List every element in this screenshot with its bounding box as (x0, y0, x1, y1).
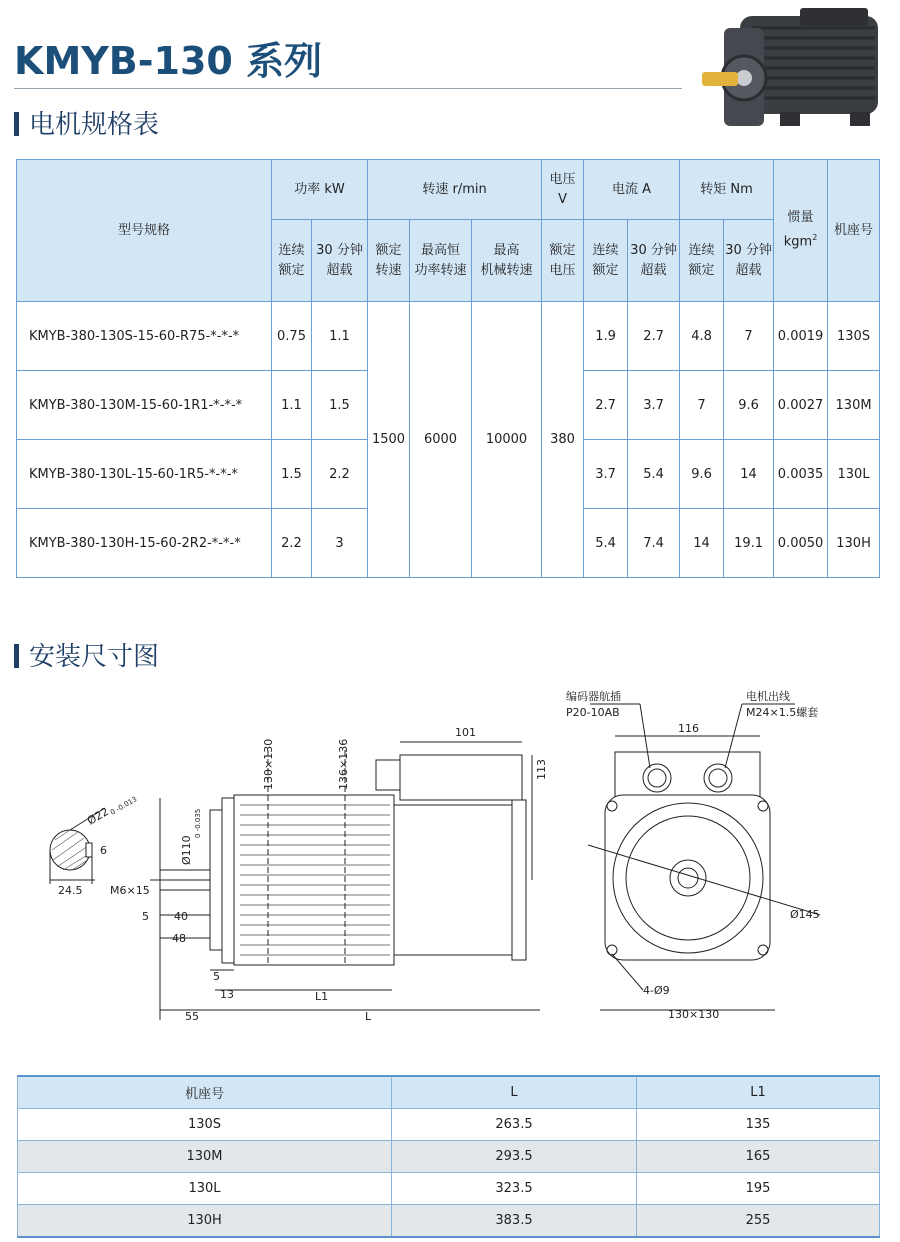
dimension-section-heading (14, 636, 159, 673)
cell-i-cont: 5.4 (584, 509, 628, 578)
header-model: 型号规格 (17, 160, 272, 302)
hdr-text: 最高恒 (421, 242, 461, 258)
header-L: L (392, 1076, 637, 1109)
dim-6: 6 (100, 844, 107, 857)
cell-p-30: 1.1 (312, 302, 368, 371)
dim-101: 101 (455, 726, 476, 739)
page-title: KMYB-130 系列 (14, 39, 323, 83)
cell-i-30: 7.4 (628, 509, 680, 578)
title-divider (14, 88, 682, 89)
cell-t-30: 14 (724, 440, 774, 509)
hdr-text: 超载 (640, 262, 667, 278)
cell-frame: 130L (828, 440, 880, 509)
hdr-text: 机械转速 (480, 262, 533, 278)
dim-110-tolerance: 0 -0.035 (194, 808, 202, 838)
header-frame: 机座号 (18, 1076, 392, 1109)
header-L1: L1 (637, 1076, 880, 1109)
table-row (18, 1141, 880, 1173)
cell-t-30: 9.6 (724, 371, 774, 440)
cell-t-cont: 9.6 (680, 440, 724, 509)
hdr-text: 连续 (278, 242, 305, 258)
cell-t-30: 19.1 (724, 509, 774, 578)
dim-22-tolerance: 0 -0.013 (109, 795, 139, 817)
installation-drawing (0, 680, 900, 1040)
cell-frame: 130M (828, 371, 880, 440)
cell-p-cont: 0.75 (272, 302, 312, 371)
cell-t-cont: 7 (680, 371, 724, 440)
cell-i-30: 3.7 (628, 371, 680, 440)
dim-48: 48 (172, 932, 186, 945)
cell-const-power-speed: 6000 (410, 302, 472, 578)
hdr-text: 30 分钟 (316, 242, 363, 258)
cell-i-cont: 3.7 (584, 440, 628, 509)
cell-frame: 130S (18, 1109, 392, 1141)
header-speed: 转速 r/min (368, 160, 542, 220)
motor-product-image (700, 8, 885, 138)
cell-frame: 130S (828, 302, 880, 371)
hdr-text: 额定 (549, 242, 576, 258)
dim-m6: M6×15 (110, 884, 150, 897)
cell-L: 323.5 (392, 1173, 637, 1205)
table-row (17, 302, 880, 371)
spec-table (16, 159, 880, 578)
cell-inertia: 0.0027 (774, 371, 828, 440)
header-tq-cont (680, 220, 724, 302)
cell-L1: 195 (637, 1173, 880, 1205)
cell-p-30: 3 (312, 509, 368, 578)
motor-outlet-label: 电机出线 (746, 690, 790, 703)
dim-40: 40 (174, 910, 188, 923)
cell-frame: 130M (18, 1141, 392, 1173)
hdr-text: 最高 (493, 242, 520, 258)
header-power-cont (272, 220, 312, 302)
cell-p-cont: 1.1 (272, 371, 312, 440)
header-voltage-unit: V (558, 191, 567, 207)
cell-L1: 255 (637, 1205, 880, 1238)
heading-bar (14, 112, 19, 136)
header-volt-rated (542, 220, 584, 302)
dim-116: 116 (678, 722, 699, 735)
cell-t-30: 7 (724, 302, 774, 371)
header-inertia-unit: kgm (783, 234, 813, 250)
dims-header-row (18, 1076, 880, 1109)
hdr-text: 超载 (326, 262, 353, 278)
header-cur-cont (584, 220, 628, 302)
hdr-text: 30 分钟 (725, 242, 772, 258)
cell-i-cont: 1.9 (584, 302, 628, 371)
cell-p-cont: 1.5 (272, 440, 312, 509)
cell-frame: 130H (18, 1205, 392, 1238)
cell-inertia: 0.0019 (774, 302, 828, 371)
spec-section-title: 电机规格表 (29, 110, 160, 140)
dim-L: L (365, 1010, 372, 1023)
dim-55: 55 (185, 1010, 199, 1023)
cell-rated-speed: 1500 (368, 302, 410, 578)
cell-frame: 130L (18, 1173, 392, 1205)
hdr-text: 连续 (592, 242, 619, 258)
dim-4-9: 4-Ø9 (643, 984, 670, 997)
header-torque: 转矩 Nm (680, 160, 774, 220)
dim-130x130-vertical: 130×130 (262, 738, 275, 790)
hdr-text: 连续 (688, 242, 715, 258)
hdr-text: 30 分钟 (630, 242, 677, 258)
table-row (18, 1205, 880, 1238)
header-speed-rated (368, 220, 410, 302)
encoder-connector-model: P20-10AB (566, 706, 620, 719)
cell-p-30: 2.2 (312, 440, 368, 509)
dimension-section-title: 安装尺寸图 (29, 642, 160, 672)
hdr-text: 额定 (688, 262, 715, 278)
heading-bar (14, 644, 19, 668)
hdr-text: 电压 (549, 262, 576, 278)
header-power-30 (312, 220, 368, 302)
dim-110: Ø110 (180, 835, 193, 865)
hdr-text: 额定 (592, 262, 619, 278)
dimensions-table (17, 1075, 880, 1238)
spec-header-row-1 (17, 160, 880, 220)
cell-t-cont: 4.8 (680, 302, 724, 371)
table-row (18, 1173, 880, 1205)
header-frame: 机座号 (828, 160, 880, 302)
cell-i-cont: 2.7 (584, 371, 628, 440)
dim-24-5: 24.5 (58, 884, 83, 897)
dim-L1: L1 (315, 990, 329, 1003)
front-view (588, 704, 820, 1010)
motor-outlet-model: M24×1.5螺套 (746, 706, 819, 719)
dim-113: 113 (535, 759, 548, 780)
header-cur-30 (628, 220, 680, 302)
dim-22: Ø22 (85, 805, 112, 828)
encoder-connector-label: 编码器航插 (566, 690, 621, 703)
cell-model: KMYB-380-130H-15-60-2R2-*-*-* (17, 509, 272, 578)
dim-5b: 5 (213, 970, 220, 983)
dim-130x130-horizontal: 130×130 (668, 1008, 720, 1021)
cell-L: 293.5 (392, 1141, 637, 1173)
header-tq-30 (724, 220, 774, 302)
cell-i-30: 2.7 (628, 302, 680, 371)
hdr-text: 额定 (375, 242, 402, 258)
cell-t-cont: 14 (680, 509, 724, 578)
cell-voltage: 380 (542, 302, 584, 578)
cell-i-30: 5.4 (628, 440, 680, 509)
cell-model: KMYB-380-130S-15-60-R75-*-*-* (17, 302, 272, 371)
hdr-text: 转速 (375, 262, 402, 278)
cell-max-speed: 10000 (472, 302, 542, 578)
header-speed-const (410, 220, 472, 302)
cell-frame: 130H (828, 509, 880, 578)
header-voltage (542, 160, 584, 220)
cell-p-cont: 2.2 (272, 509, 312, 578)
hdr-text: 功率转速 (414, 262, 467, 278)
header-current: 电流 A (584, 160, 680, 220)
cell-L: 383.5 (392, 1205, 637, 1238)
header-power: 功率 kW (272, 160, 368, 220)
cell-model: KMYB-380-130L-15-60-1R5-*-*-* (17, 440, 272, 509)
cell-inertia: 0.0050 (774, 509, 828, 578)
cell-L: 263.5 (392, 1109, 637, 1141)
header-inertia-text: 惯量 (787, 210, 814, 226)
dim-145: Ø145 (790, 908, 820, 921)
cell-model: KMYB-380-130M-15-60-1R1-*-*-* (17, 371, 272, 440)
cell-L1: 135 (637, 1109, 880, 1141)
table-row (18, 1109, 880, 1141)
cell-p-30: 1.5 (312, 371, 368, 440)
header-inertia-exp: 2 (812, 233, 818, 243)
header-inertia (774, 160, 828, 302)
dim-13: 13 (220, 988, 234, 1001)
cell-inertia: 0.0035 (774, 440, 828, 509)
hdr-text: 超载 (735, 262, 762, 278)
header-voltage-text: 电压 (549, 171, 576, 187)
cell-L1: 165 (637, 1141, 880, 1173)
header-speed-max (472, 220, 542, 302)
dim-136x136: 136×136 (337, 738, 350, 790)
spec-section-heading (14, 104, 159, 141)
dim-5a: 5 (142, 910, 149, 923)
hdr-text: 额定 (278, 262, 305, 278)
